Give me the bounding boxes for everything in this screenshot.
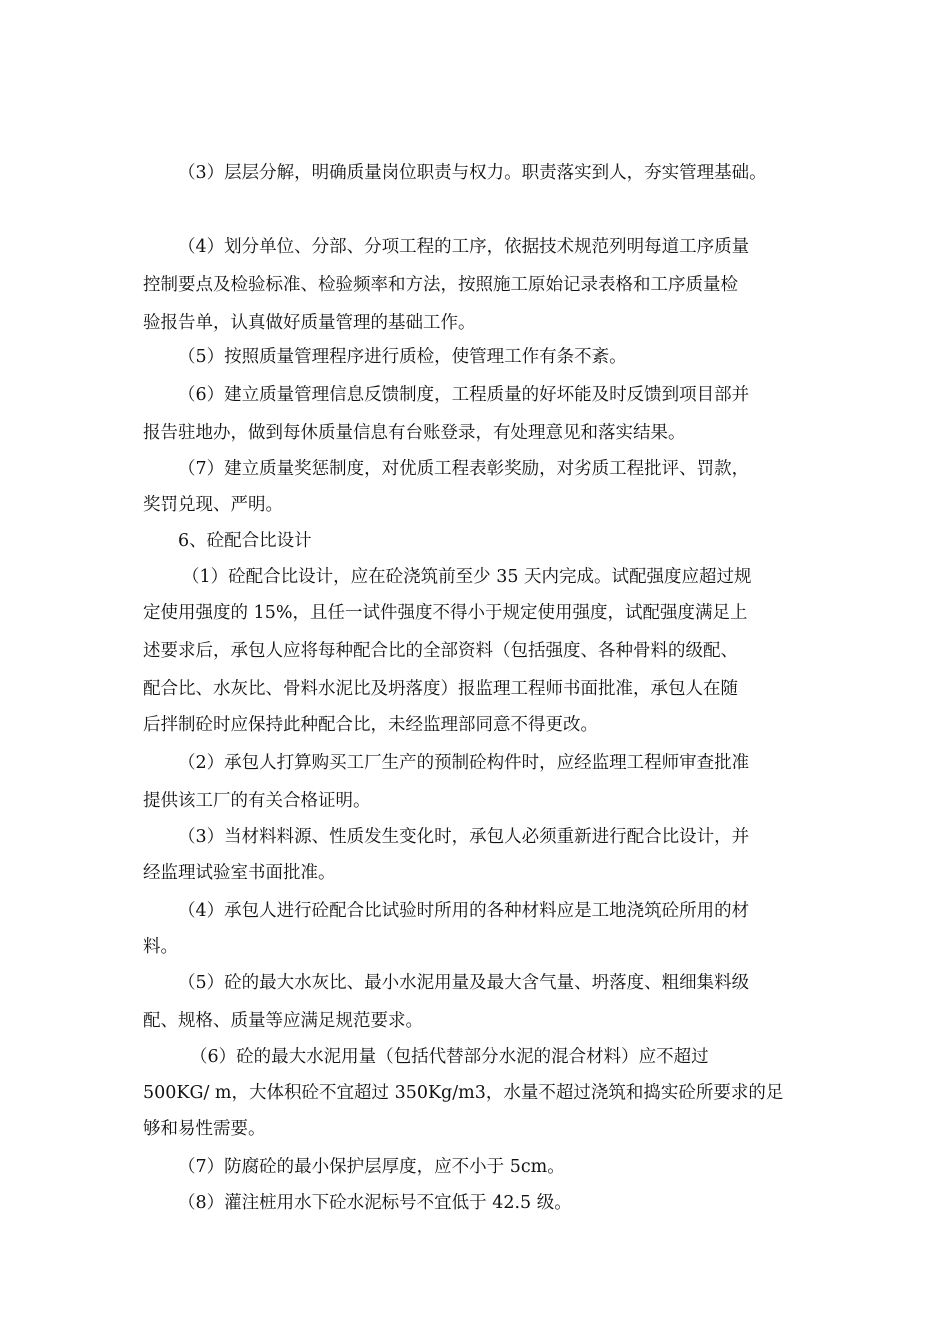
paragraph-6-line-1: （6）建立质量管理信息反馈制度，工程质量的好坏能及时反馈到项目部并: [178, 385, 750, 405]
item-6-line-1: （6）砼的最大水泥用量（包括代替部分水泥的混合材料）应不超过: [190, 1047, 709, 1067]
item-3-line-1: （3）当材料料源、性质发生变化时，承包人必须重新进行配合比设计，并: [178, 827, 750, 847]
item-1-line-4: 配合比、水灰比、骨料水泥比及坍落度）报监理工程师书面批准，承包人在随: [143, 679, 738, 699]
item-6-line-3: 够和易性需要。: [143, 1119, 266, 1139]
item-5-line-2: 配、规格、质量等应满足规范要求。: [143, 1011, 423, 1031]
item-4-line-1: （4）承包人进行砼配合比试验时所用的各种材料应是工地浇筑砼所用的材: [178, 901, 750, 921]
item-5-line-1: （5）砼的最大水灰比、最小水泥用量及最大含气量、坍落度、粗细集料级: [178, 973, 750, 993]
item-6-line-2: 500KG/ m，大体积砼不宜超过 350Kg/m3，水量不超过浇筑和捣实砼所要求的足: [143, 1083, 784, 1103]
paragraph-7-line-1: （7）建立质量奖惩制度，对优质工程表彰奖励，对劣质工程批评、罚款，: [178, 459, 750, 479]
item-1-line-2: 定使用强度的 15%，且任一试件强度不得小于规定使用强度，试配强度满足上: [143, 603, 748, 623]
item-2-line-1: （2）承包人打算购买工厂生产的预制砼构件时，应经监理工程师审查批准: [178, 753, 750, 773]
item-8-line-1: （8）灌注桩用水下砼水泥标号不宜低于 42.5 级。: [178, 1193, 572, 1213]
paragraph-4-line-3: 验报告单，认真做好质量管理的基础工作。: [143, 313, 476, 333]
paragraph-4-line-2: 控制要点及检验标准、检验频率和方法，按照施工原始记录表格和工序质量检: [143, 275, 738, 295]
paragraph-5-line-1: （5）按照质量管理程序进行质检，使管理工作有条不紊。: [178, 347, 627, 367]
item-2-line-2: 提供该工厂的有关合格证明。: [143, 791, 371, 811]
paragraph-3-line-1: （3）层层分解，明确质量岗位职责与权力。职责落实到人，夯实管理基础。: [178, 163, 767, 183]
paragraph-7-line-2: 奖罚兑现、严明。: [143, 495, 283, 515]
item-1-line-3: 述要求后，承包人应将每种配合比的全部资料（包括强度、各种骨料的级配、: [143, 641, 738, 661]
section-heading: 6、砼配合比设计: [178, 531, 312, 551]
paragraph-6-line-2: 报告驻地办，做到每休质量信息有台账登录，有处理意见和落实结果。: [143, 423, 686, 443]
item-1-line-1: （1）砼配合比设计，应在砼浇筑前至少 35 天内完成。试配强度应超过规: [182, 567, 752, 587]
item-1-line-5: 后拌制砼时应保持此种配合比，未经监理部同意不得更改。: [143, 715, 598, 735]
item-3-line-2: 经监理试验室书面批准。: [143, 863, 336, 883]
paragraph-4-line-1: （4）划分单位、分部、分项工程的工序，依据技术规范列明每道工序质量: [178, 237, 750, 257]
item-7-line-1: （7）防腐砼的最小保护层厚度，应不小于 5cm。: [178, 1157, 565, 1177]
item-4-line-2: 料。: [143, 937, 178, 957]
